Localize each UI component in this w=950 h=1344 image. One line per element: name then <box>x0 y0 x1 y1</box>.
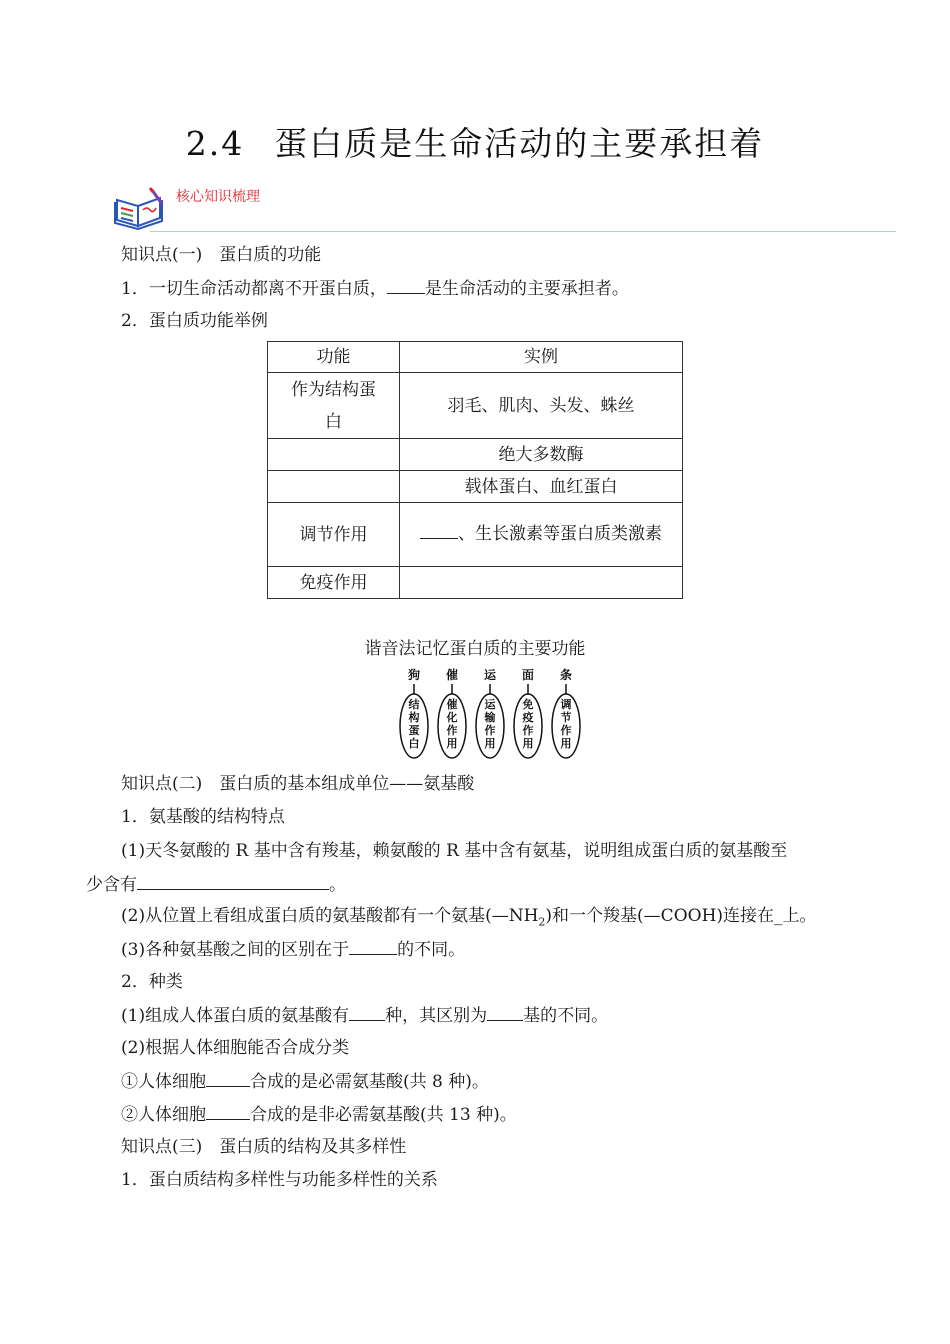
mnemonic-label: 运输作用 <box>484 698 496 750</box>
table-row <box>268 471 683 503</box>
kp2-s2-2: (2)根据人体细胞能否合成分类 <box>121 1038 350 1058</box>
kp1-item1-pre: 1．一切生命活动都离不开蛋白质， <box>121 279 387 299</box>
table-cell-example[interactable] <box>400 567 683 599</box>
mnemonic-char: 运 <box>483 668 497 682</box>
table-cell-example: 载体蛋白、血红蛋白 <box>400 471 683 503</box>
kp2-s1: 1．氨基酸的结构特点 <box>121 807 285 827</box>
title-text: 蛋白质是生命活动的主要承担着 <box>274 124 765 163</box>
kp2-s1-1a: (1)天冬氨酸的 R 基中含有羧基，赖氨酸的 R 基中含有氨基，说明组成蛋白质的氨基酸至 <box>121 841 788 861</box>
mnemonic-char: 面 <box>521 668 535 682</box>
table-header-function: 功能 <box>268 342 400 373</box>
mnemonic-label: 催化作用 <box>446 698 458 750</box>
page-title <box>0 118 950 165</box>
answer-blank[interactable] <box>206 1070 250 1087</box>
kp2-s1-3: (3)各种氨基酸之间的区别在于 的不同。 <box>121 940 466 960</box>
table-cell-example: 羽毛、肌肉、头发、蛛丝 <box>400 373 683 439</box>
kp1-heading: 知识点(一) 蛋白质的功能 <box>121 245 322 265</box>
kp2-heading: 知识点(二) 蛋白质的基本组成单位——氨基酸 <box>121 774 475 794</box>
kp1-item1 <box>121 277 629 300</box>
table-cell-function[interactable] <box>268 471 400 503</box>
mnemonic-diagram <box>390 664 590 762</box>
answer-blank[interactable] <box>487 1004 523 1021</box>
kp3-s1: 1．蛋白质结构多样性与功能多样性的关系 <box>121 1170 438 1190</box>
answer-blank[interactable] <box>137 873 329 890</box>
mnemonic-char: 条 <box>559 668 573 682</box>
table-row <box>268 439 683 471</box>
table-row <box>268 373 683 439</box>
table-row <box>268 503 683 567</box>
table-cell-function: 免疫作用 <box>268 567 400 599</box>
answer-blank[interactable] <box>349 938 397 955</box>
kp2-c1: ①人体细胞 合成的是必需氨基酸(共 8 种)。 <box>121 1072 489 1092</box>
table-cell-function: 调节作用 <box>268 503 400 567</box>
answer-blank[interactable] <box>420 522 458 539</box>
mnemonic-caption: 谐音法记忆蛋白质的主要功能 <box>364 639 586 659</box>
kp2-s2: 2．种类 <box>121 972 183 992</box>
answer-blank[interactable] <box>206 1103 250 1120</box>
table-row <box>268 567 683 599</box>
mnemonic-char: 催 <box>445 668 459 682</box>
answer-blank[interactable] <box>387 277 425 294</box>
title-number: 2.4 <box>185 124 245 163</box>
function-table <box>267 341 683 599</box>
table-cell-function[interactable] <box>268 439 400 471</box>
section-header: 核心知识梳理 <box>176 189 260 205</box>
kp3-heading: 知识点(三) 蛋白质的结构及其多样性 <box>121 1137 407 1157</box>
mnemonic-char: 狗 <box>407 668 421 682</box>
table-cell-example: 绝大多数酶 <box>400 439 683 471</box>
kp2-c2: ②人体细胞 合成的是非必需氨基酸(共 13 种)。 <box>121 1105 517 1125</box>
kp2-s1-2: (2)从位置上看组成蛋白质的氨基酸都有一个氨基$(—NH_2)$和一个羧基(—COOH)连接在_上。 <box>121 906 817 929</box>
kp2-s2-1: (1)组成人体蛋白质的氨基酸有 种，其区别为 基的不同。 <box>121 1006 609 1026</box>
kp1-item1-post: 是生命活动的主要承担者。 <box>424 279 629 299</box>
table-header-example: 实例 <box>400 342 683 373</box>
header-divider <box>150 231 896 232</box>
mnemonic-label: 免疫作用 <box>522 698 534 750</box>
answer-blank[interactable] <box>349 1004 385 1021</box>
kp2-s1-1b: 少含有 。 <box>86 875 346 895</box>
table-cell-example: 、生长激素等蛋白质类激素 <box>400 503 683 567</box>
book-icon <box>114 186 166 230</box>
kp1-item2: 2．蛋白质功能举例 <box>121 311 268 331</box>
mnemonic-label: 结构蛋白 <box>408 698 420 750</box>
mnemonic-label: 调节作用 <box>560 698 572 750</box>
table-cell-function: 作为结构蛋白 <box>268 373 400 439</box>
